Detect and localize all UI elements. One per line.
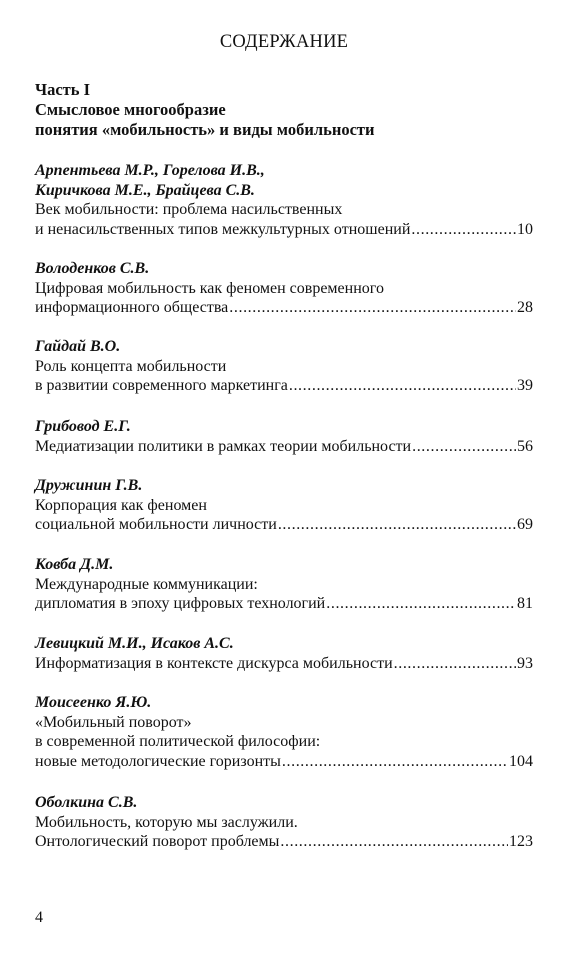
page-number: 4 <box>35 909 43 926</box>
entry-author: Дружинин Г.В. <box>35 477 143 494</box>
dot-leader <box>412 437 516 457</box>
entry-page-number: 39 <box>517 377 533 395</box>
entry-title-line: новые методологические горизонты <box>35 752 281 770</box>
entry-author: Грибовод Е.Г. <box>35 418 131 435</box>
entry-title-line: социальной мобильности личности <box>35 516 277 534</box>
entry-page-number: 56 <box>517 437 533 455</box>
entry-title-line: Медиатизации политики в рамках теории мобильности <box>35 437 412 455</box>
part-label: Часть I <box>35 80 91 99</box>
toc-entry[interactable] <box>35 555 533 614</box>
entry-page-number: 81 <box>517 595 533 613</box>
entry-last-line <box>35 515 533 535</box>
entry-page-number: 69 <box>517 516 533 534</box>
part-title-line1: Смысловое многообразие <box>35 100 226 119</box>
entry-title-line: «Мобильный поворот» <box>35 713 192 731</box>
entry-last-line <box>35 654 533 674</box>
entry-last-line <box>35 594 533 614</box>
toc-entry[interactable] <box>35 476 533 535</box>
entry-author: Володенков С.В. <box>35 260 150 277</box>
entry-author: Ковба Д.М. <box>35 556 114 573</box>
entry-title-line: Мобильность, которую мы заслужили. <box>35 813 298 831</box>
dot-leader <box>278 515 516 535</box>
entry-last-line <box>35 298 533 318</box>
entry-page-number: 10 <box>517 220 533 238</box>
toc-entry[interactable] <box>35 634 533 673</box>
dot-leader <box>280 832 508 852</box>
entry-title-line: Век мобильности: проблема насильственных <box>35 201 343 219</box>
entry-title-line: Цифровая мобильность как феномен современного <box>35 279 384 297</box>
entry-title-line: Корпорация как феномен <box>35 496 207 514</box>
dot-leader <box>229 298 516 318</box>
entry-author: Левицкий М.И., Исаков А.С. <box>35 635 234 652</box>
entry-author: Оболкина С.В. <box>35 794 138 811</box>
dot-leader <box>411 220 516 240</box>
entry-title-line: в развитии современного маркетинга <box>35 377 288 395</box>
dot-leader <box>289 376 516 396</box>
entry-title-line: Информатизация в контексте дискурса мобильности <box>35 654 393 672</box>
entry-author: Гайдай В.О. <box>35 338 121 355</box>
entry-title-line: Роль концепта мобильности <box>35 357 227 375</box>
toc-entry[interactable] <box>35 693 533 771</box>
entry-page-number: 93 <box>517 654 533 672</box>
entry-author: Моисеенко Я.Ю. <box>35 694 152 711</box>
entry-title-line: Онтологический поворот проблемы <box>35 833 280 851</box>
dot-leader <box>282 752 508 772</box>
entry-page-number: 123 <box>509 833 533 851</box>
entry-title-line: информационного общества <box>35 299 229 317</box>
toc-entry[interactable] <box>35 161 533 239</box>
toc-title: СОДЕРЖАНИЕ <box>219 32 349 52</box>
part-heading <box>35 80 375 140</box>
entry-title-line: Международные коммуникации: <box>35 575 258 593</box>
entry-last-line <box>35 220 533 240</box>
entry-last-line <box>35 832 533 852</box>
toc-entry[interactable] <box>35 259 533 318</box>
entry-page-number: 28 <box>517 299 533 317</box>
entry-page-number: 104 <box>509 752 533 770</box>
toc-entry[interactable] <box>35 417 533 456</box>
dot-leader <box>326 594 516 614</box>
entry-last-line <box>35 752 533 772</box>
entry-author: Арпентьева М.Р., Горелова И.В., <box>35 162 265 179</box>
dot-leader <box>394 654 516 674</box>
entry-last-line <box>35 437 533 457</box>
entry-title-line: в современной политической философии: <box>35 733 321 751</box>
part-title-line2: понятия «мобильность» и виды мобильности <box>35 120 375 139</box>
toc-entry[interactable] <box>35 337 533 396</box>
entry-author: Киричкова М.Е., Брайцева С.В. <box>35 181 255 199</box>
entry-title-line: дипломатия в эпоху цифровых технологий <box>35 595 326 613</box>
toc-entry[interactable] <box>35 793 533 852</box>
entry-title-line: и ненасильственных типов межкультурных отношений <box>35 220 411 238</box>
entry-last-line <box>35 376 533 396</box>
